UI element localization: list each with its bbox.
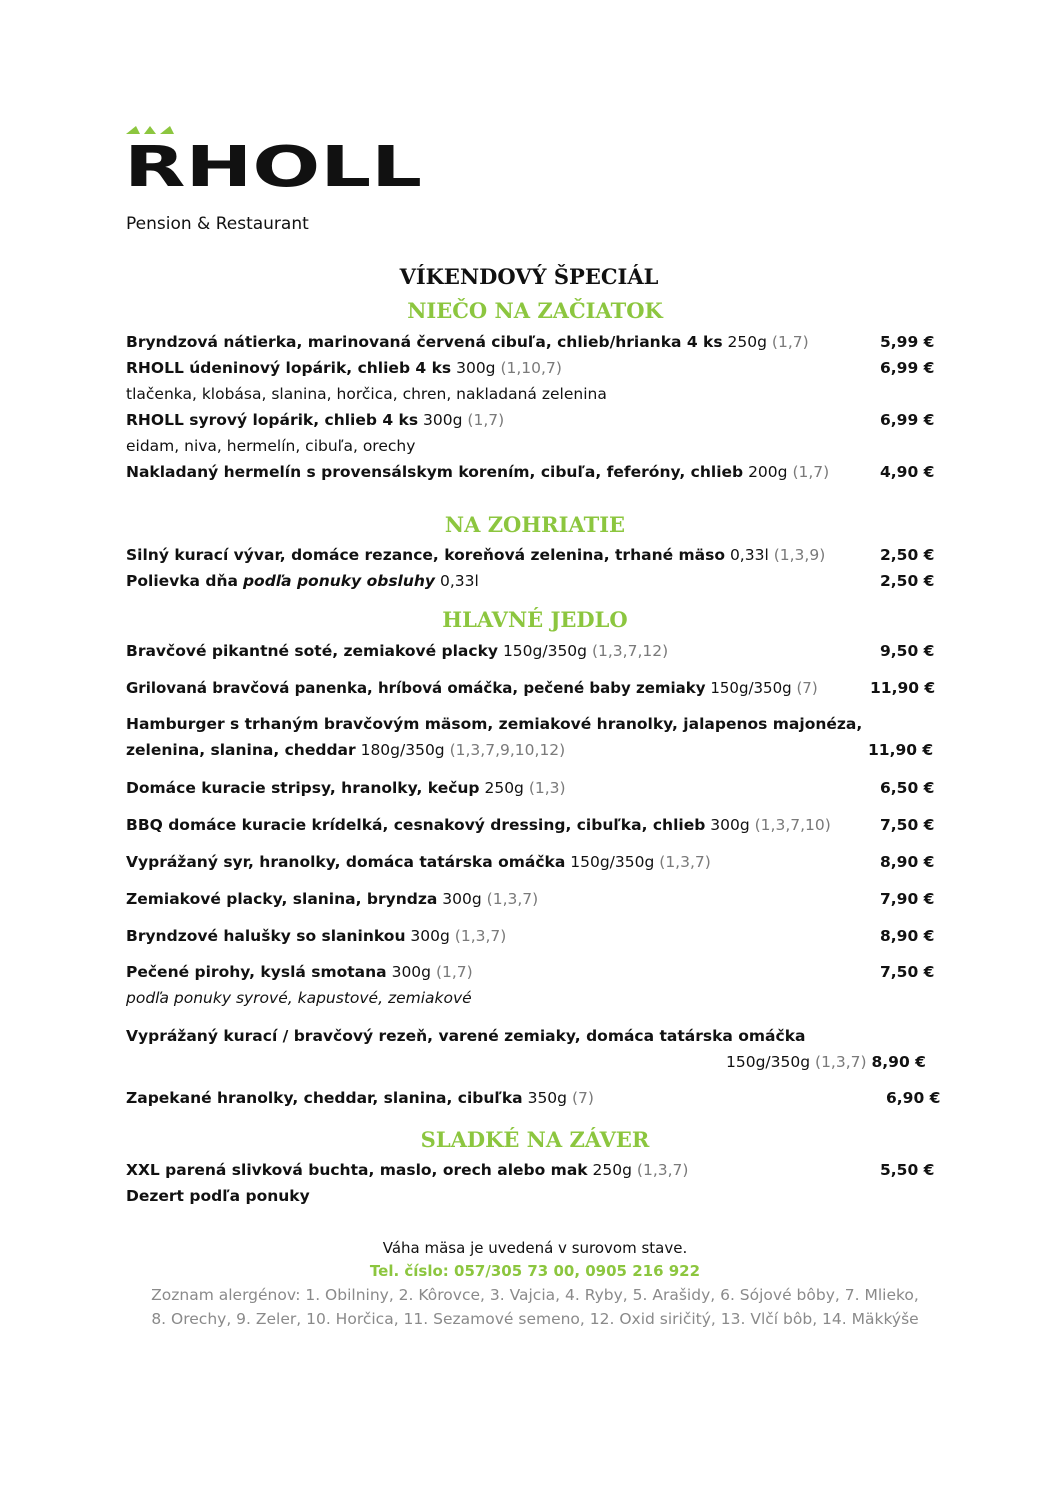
item-allergens: (1,3,7) [486,890,539,908]
menu-item [126,1025,805,1047]
item-price: 11,90 € [868,741,934,759]
item-allergens: (1,3,7) [636,1161,689,1179]
item-weight: 250g [484,779,524,797]
menu-item [126,739,565,761]
menu-item [126,357,562,379]
item-weight: 150g/350g [710,679,792,697]
item-weight: 350g [527,1089,568,1107]
item-name: Dezert podľa ponuky [126,1187,310,1205]
item-price: 6,90 € [886,1089,941,1107]
menu-item [126,814,831,836]
item-name: Vyprážaný syr, hranolky, domáca tatárska omáčka [126,853,566,871]
item-name: zelenina, slanina, cheddar [126,741,356,759]
item-allergens: (1,3,9) [773,546,826,564]
item-price: 7,50 € [880,963,935,981]
item-price: 8,90 € [880,853,935,871]
item-name: RHOLL syrový lopárik, chlieb 4 ks [126,411,419,429]
item-name: Zapekané hranolky, cheddar, slanina, cibuľka [126,1089,523,1107]
item-weight: 300g [710,816,750,834]
menu-item [126,570,479,592]
item-name: Bravčové pikantné soté, zemiakové placky [126,642,498,660]
item-weight: 0,33l [729,546,769,564]
item-allergens: (1,3,7,12) [591,642,669,660]
menu-item [126,713,862,735]
allergen-list-line1: Zoznam alergénov: 1. Obilniny, 2. Kôrovce, 3. Vajcia, 4. Ryby, 5. Arašidy, 6. Sójové bôby, 7. Mlieko, [151,1286,919,1304]
item-price: 5,99 € [880,333,935,351]
item-name: Silný kurací vývar, domáce rezance, koreňová zelenina, trhané mäso [126,546,725,564]
menu-item [126,888,538,910]
menu-item [126,961,473,983]
item-name-line1: Hamburger s trhaným bravčovým mäsom, zemiakové hranolky, jalapenos majonéza, [126,715,863,733]
weight-note: Váha mäsa je uvedená v surovom stave. [382,1239,688,1257]
item-allergens: (1,3,7,10) [754,816,831,834]
section-title-mains: HLAVNÉ JEDLO [442,607,628,632]
item-price: 8,90 € [871,1053,926,1071]
item-allergens: (1,7) [467,411,505,429]
item-weight: 300g [410,927,450,945]
page-title: VÍKENDOVÝ ŠPECIÁL [399,264,659,289]
item-name: Bryndzové halušky so slaninkou [126,927,406,945]
item-price: 2,50 € [880,572,935,590]
item-allergens: (1,7) [792,463,830,481]
item-allergens: (1,7) [435,963,473,981]
item-weight: 150g/350g [502,642,588,660]
menu-item [126,409,504,431]
item-price: 6,50 € [880,779,935,797]
menu-item [126,331,809,353]
item-name: Zemiakové placky, slanina, bryndza [126,890,438,908]
item-weight: 150g/350g [726,1053,811,1071]
item-name: RHOLL údeninový lopárik, chlieb 4 ks [126,359,452,377]
menu-item [126,640,668,662]
menu-item [126,1159,688,1181]
item-weight: 300g [456,359,496,377]
item-allergens: (1,7) [771,333,809,351]
item-allergens: (1,3,7) [454,927,507,945]
item-name: XXL parená slivková buchta, maslo, orech alebo mak [126,1161,588,1179]
menu-item [126,851,711,873]
item-price: 2,50 € [880,546,935,564]
item-name-italic: podľa ponuky obsluhy [242,572,436,590]
item-weight: 250g [592,1161,632,1179]
item-weight: 250g [727,333,767,351]
item-price: 8,90 € [880,927,935,945]
item-name: Bryndzová nátierka, marinovaná červená cibuľa, chlieb/hrianka 4 ks [126,333,723,351]
item-weight: 200g [748,463,788,481]
item-price: 6,99 € [880,359,935,377]
item-weight: 0,33l [439,572,479,590]
item-price: 7,90 € [880,890,935,908]
item-allergens: (1,3,7) [815,1053,867,1071]
item-name: BBQ domáce kuracie krídelká, cesnakový dressing, cibuľka, chlieb [126,816,706,834]
menu-item [126,1185,310,1207]
section-title-soups: NA ZOHRIATIE [444,512,626,537]
item-price: 11,90 € [870,679,936,697]
item-name: Pečené pirohy, kyslá smotana [126,963,387,981]
subtitle: Pension & Restaurant [126,214,309,234]
menu-item [126,777,566,799]
section-title-starters: NIEČO NA ZAČIATOK [407,298,663,323]
item-weight: 300g [442,890,482,908]
item-allergens: (7) [796,679,818,697]
item-allergens: (1,3,7) [659,853,711,871]
menu-item [126,925,506,947]
item-price: 6,99 € [880,411,935,429]
item-weight: 150g/350g [570,853,655,871]
item-description: tlačenka, klobása, slanina, horčica, chren, nakladaná zelenina [126,385,607,403]
item-allergens: (1,3,7,9,10,12) [449,741,566,759]
crown-icon [124,124,424,190]
item-weight: 300g [391,963,432,981]
item-price: 7,50 € [880,816,935,834]
phone-number: Tel. číslo: 057/305 73 00, 0905 216 922 [369,1262,701,1280]
menu-item [126,544,825,566]
section-title-desserts: SLADKÉ NA ZÁVER [420,1127,650,1152]
item-name: Vyprážaný kurací / bravčový rezeň, varené zemiaky, domáca tatárska omáčka [126,1027,806,1045]
item-name: Nakladaný hermelín s provensálskym korením, cibuľa, feferóny, chlieb [126,463,744,481]
logo-text: RHOLL [124,135,422,190]
item-price: 9,50 € [880,642,935,660]
item-description: podľa ponuky syrové, kapustové, zemiakové [126,989,472,1007]
item-price: 5,50 € [880,1161,935,1179]
item-price: 4,90 € [880,463,935,481]
item-name: Polievka dňa [126,572,239,590]
item-description: eidam, niva, hermelín, cibuľa, orechy [126,437,416,455]
item-name: Grilovaná bravčová panenka, hríbová omáčka, pečené baby zemiaky [126,679,706,697]
menu-item-weight-line [726,1051,926,1073]
menu-item [126,461,829,483]
item-weight: 180g/350g [360,741,445,759]
item-allergens: (1,10,7) [500,359,562,377]
item-name: Domáce kuracie stripsy, hranolky, kečup [126,779,480,797]
item-allergens: (1,3) [528,779,566,797]
allergen-list-line2: 8. Orechy, 9. Zeler, 10. Horčica, 11. Sezamové semeno, 12. Oxid siričitý, 13. Vlčí bôb, 14. Mäkkýše [151,1310,919,1328]
menu-item [126,1087,594,1109]
item-allergens: (7) [571,1089,594,1107]
item-weight: 300g [423,411,463,429]
menu-item [126,677,818,699]
rholl-logo [124,124,424,190]
